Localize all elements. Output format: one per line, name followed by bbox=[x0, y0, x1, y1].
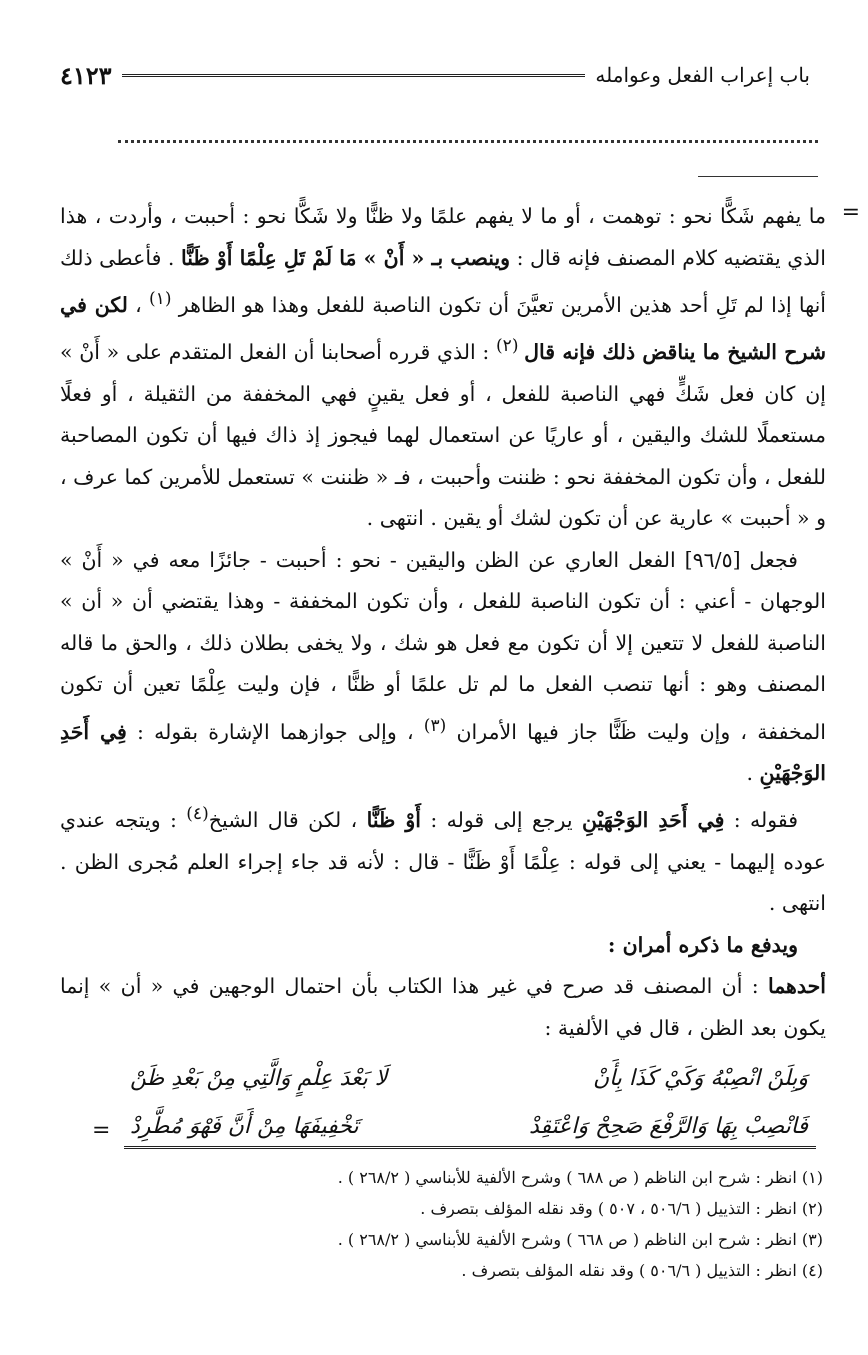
footnote: (١) انظر : شرح ابن الناظم ( ص ٦٨٨ ) وشرح الألفية للأبناسي ( ٢٦٨/٢ ) . bbox=[337, 1168, 823, 1187]
quoted-text: فِي أَحَدِ الوَجْهَيْنِ bbox=[581, 808, 725, 833]
header-rule bbox=[122, 74, 586, 77]
footnote: (٢) انظر : التذييل ( ٥٠٦/٦ ، ٥٠٧ ) وقد نقله المؤلف بتصرف . bbox=[420, 1199, 823, 1218]
footnote-rule bbox=[124, 1146, 816, 1149]
continuation-mark-bottom: = bbox=[92, 1118, 111, 1143]
paragraph-heading: ويدفع ما ذكره أمران : bbox=[607, 932, 798, 957]
dotted-separator bbox=[118, 140, 818, 143]
paragraph: أحدهما : أن المصنف قد صرح في غير هذا الكتاب بأن احتمال الوجهين في « أن » إنما يكون بعد الظن ، قال في الألفية : bbox=[60, 974, 826, 1040]
poem-hemistich: وَبِلَنْ انْصِبْهُ وَكَيْ كَذَا بِأَنْ bbox=[592, 1065, 808, 1091]
footnote: (٣) انظر : شرح ابن الناظم ( ص ٦٦٨ ) وشرح الألفية للأبناسي ( ٢٦٨/٢ ) . bbox=[337, 1230, 823, 1249]
footnote-ref: (٢) bbox=[495, 336, 525, 357]
chapter-title: باب إعراب الفعل وعوامله bbox=[595, 63, 810, 87]
footnote-ref: (٣) bbox=[423, 715, 447, 736]
poem-line bbox=[130, 1054, 808, 1102]
quoted-text: لكن في شرح الشيخ ما يناقض ذلك فإنه قال bbox=[60, 292, 826, 365]
quoted-text: وينصب بـ « أَنْ » مَا لَمْ تَلِ عِلْمًا أَوْ ظَنًّا bbox=[180, 245, 511, 270]
quoted-text: أحدهما bbox=[767, 974, 826, 999]
poem bbox=[130, 1054, 808, 1150]
poem-hemistich: فَانْصِبْ بِهَا وَالرَّفْعَ صَحِحْ وَاعْتَقِدْ bbox=[528, 1113, 808, 1139]
paragraph: ما يفهم شَكًّا نحو : توهمت ، أو ما لا يفهم علمًا ولا ظنًّا ولا شَكًّا نحو : أحببت ، وأردت ، هذا الذي يقتضيه كلام المصنف فإنه قال : وينصب بـ « أَنْ » مَا لَمْ تَلِ عِلْمًا أَوْ ظَنًّا . فأعطى ذلك أنها إذا لم تَلِ أحد هذين الأمرين تعيَّنَ أن تكون الناصبة للفعل وهذا هو الظاهر $^{(١)}$ ، لكن في شرح الشيخ ما يناقض ذلك فإنه قال $^{(٢)}$ : الذي قرره أصحابنا أن الفعل المتقدم على « أَنْ » إن كان فعل شَكٍّ فهي الناصبة للفعل ، أو فعل يقينٍ فهي المخففة من الثقيلة ، أو فعلًا مستعملًا للشك واليقين ، أو عاريًا عن استعمال لهما فيجوز إذ ذاك فيها أن تكون المصاحبة للفعل ، وأن تكون المخففة نحو : ظننت وأحببت ، فـ « ظننت » تستعمل للأمرين كما عرف ، و « أحببت » عارية عن أن تكون لشك أو يقين . انتهى . bbox=[60, 204, 826, 531]
continuation-mark-top: = bbox=[841, 200, 860, 225]
footnotes bbox=[60, 1162, 823, 1286]
page-number: ٤١٢٣ bbox=[60, 60, 112, 90]
quoted-text: أَوْ ظَنًّا bbox=[366, 808, 421, 833]
short-rule bbox=[698, 176, 818, 177]
footnote: (٤) انظر : التذييل ( ٥٠٦/٦ ) وقد نقله المؤلف بتصرف . bbox=[461, 1261, 823, 1280]
poem-line bbox=[130, 1102, 808, 1150]
quoted-text: فِي أَحَدِ الوَجْهَيْنِ bbox=[60, 719, 826, 785]
footnote-ref: (١) bbox=[149, 289, 172, 309]
main-text bbox=[60, 196, 826, 1049]
paragraph: فقوله : فِي أَحَدِ الوَجْهَيْنِ يرجع إلى قوله : أَوْ ظَنًّا ، لكن قال الشيخ$^{(٤)}$ : ويتجه عندي عوده إليهما - يعني إلى قوله : عِلْمًا أَوْ ظَنًّا - قال : لأنه قد جاء إجراء العلم مُجرى الظن . انتهى . bbox=[60, 804, 826, 916]
footnote-ref: (٤) bbox=[186, 804, 209, 825]
poem-hemistich: تَخْفِيفَهَا مِنْ أَنَّ فَهْوَ مُطَّرِدْ bbox=[130, 1113, 359, 1139]
poem-hemistich: لَا بَعْدَ عِلْمٍ وَالَّتِي مِنْ بَعْدِ ظَنْ bbox=[130, 1065, 388, 1091]
paragraph: فجعل [٩٦/٥] الفعل العاري عن الظن واليقين - نحو : أحببت - جائزًا معه في « أَنْ » الوجهان - أعني : أن تكون الناصبة للفعل ، وأن تكون المخففة - وهذا يقتضي أن « أن » الناصبة للفعل لا تتعين إلا أن تكون مع فعل هو شك ، ولا يخفى بطلان ذلك ، والحق ما قاله المصنف وهو : أنها تنصب الفعل ما لم تل علمًا أو ظنًّا ، فإن وليت عِلْمًا تعين أن تكون المخففة ، وإن وليت ظَنًّا جاز فيها الأمران $^{(٣)}$ ، وإلى جوازهما الإشارة بقوله : فِي أَحَدِ الوَجْهَيْنِ . bbox=[60, 547, 827, 785]
running-header bbox=[60, 58, 810, 92]
